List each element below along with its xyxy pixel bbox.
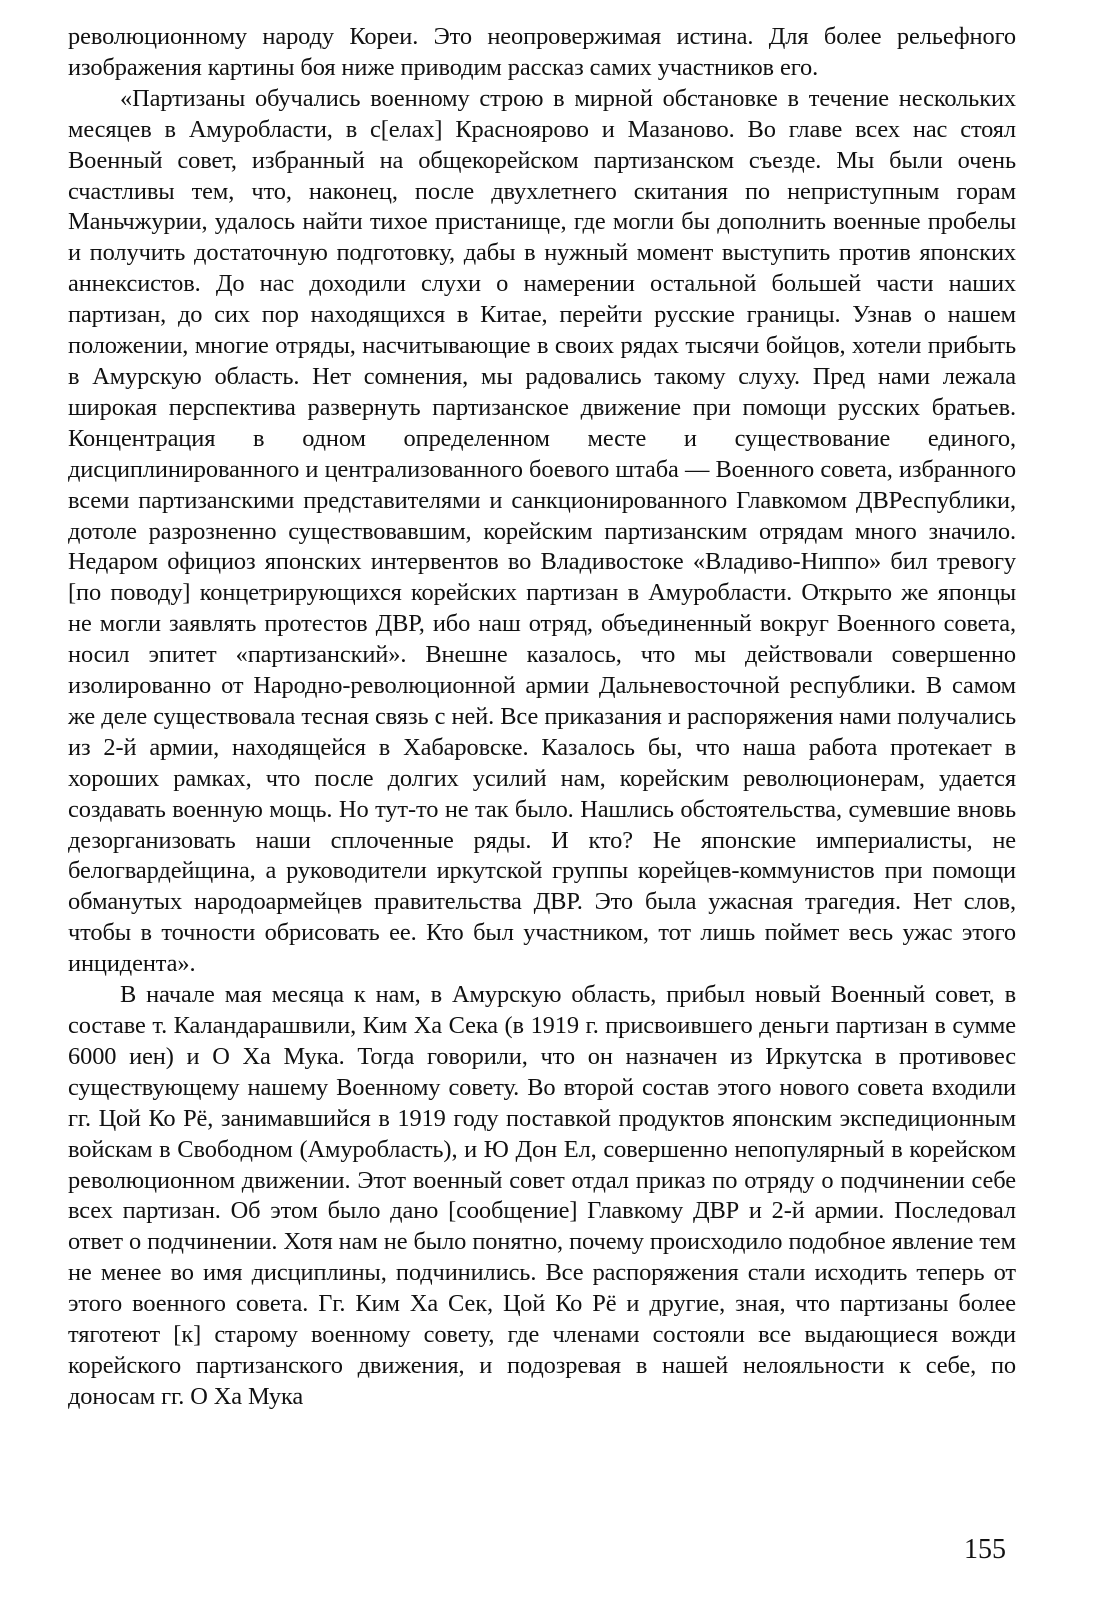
paragraph-2: «Партизаны обучались военному строю в мирной обстановке в течение нескольких месяцев в Амуробласти, в с[елах] Краснoярово и Мазаново. Во главе всех нас стоял Военный совет, избранный на общекорейском партизанском съезде. Мы были очень счастливы тем, что, наконец, после двухлетнего скитания по неприступным горам Маньчжурии, удалось найти тихое пристанище, где могли бы дополнить военные пробелы и получить достаточную подготовку, дабы в нужный момент выступить против японских аннексистов. До нас доходили слухи о намерении остальной большей части наших партизан, до сих пор находящихся в Китае, перейти русские границы. Узнав о нашем положении, многие отряды, насчитывающие в своих рядах тысячи бойцов, хотели прибыть в Амурскую область. Нет сомнения, мы радовались такому слуху. Пред нами лежала широкая перспектива развернуть партизанское движение при помощи русских братьев. Концентрация в одном определенном месте и существование единого, дисциплинированного и централизованного боевого штаба — Военного совета, избранного всеми партизанскими представителями и санкционированного Главкомом ДВРеспублики, дотоле разрозненно существовавшим, корейским партизанским отрядам много значило. Недаром официоз японских интервентов во Владивостоке «Владиво-Ниппо» бил тревогу [по поводу] концетрирующихся корейских партизан в Амуробласти. Открыто же японцы не могли заявлять протестов ДВР, ибо наш отряд, объединенный вокруг Военного совета, носил эпитет «партизанский». Внешне казалось, что мы действовали совершенно изолированно от Народно-революционной армии Дальневосточной республики. В самом же деле существовала тесная связь с ней. Все приказания и распоряжения нами получались из 2-й армии, находящейся в Хабаровске. Казалось бы, что наша работа протекает в хороших рамках, что после долгих усилий нам, корейским революционерам, удается создавать военную мощь. Но тут-то не так было. Нашлись обстоятельства, сумевшие вновь дезорганизовать наши сплоченные ряды. И кто? Не японские империалисты, не белогвардейщина, а руководители иркутской группы корейцев-коммунистов при помощи обманутых народоармейцев правительства ДВР. Это была ужасная трагедия. Нет слов, чтобы в точности обрисовать ее. Кто был участником, тот лишь поймет весь ужас этого инцидента». xyxy=(68,84,1016,978)
paragraph-3: В начале мая месяца к нам, в Амурскую область, прибыл новый Военный совет, в составе т. Каландарашвили, Ким Ха Сека (в 1919 г. присвоившего деньги партизан в сумме 6000 иен) и О Ха Мука. Тогда говорили, что он назначен из Иркутска в противовес существующему нашему Военному совету. Во второй состав этого нового совета входили гг. Цой Ко Рё, занимавшийся в 1919 году поставкой продуктов японским экспедиционным войскам в Свободном (Амуробласть), и Ю Дон Ел, совершенно непопулярный в корейском революционном движении. Этот военный совет отдал приказ по отряду о подчинении себе всех партизан. Об этом было дано [сообщение] Главкому ДВР и 2-й армии. Последовал ответ о подчинении. Хотя нам не было понятно, почему происходило подобное явление тем не менее во имя дисциплины, подчинились. Все распоряжения стали исходить теперь от этого военного совета. Гг. Ким Ха Сек, Цой Ко Рё и другие, зная, что партизаны более тяготеют [к] старому военному совету, где членами состояли все выдающиеся вожди корейского партизанского движения, и подозревая в нашей нелояльности к себе, по доносам гг. О Ха Мука xyxy=(68,981,1016,1410)
page-number: 155 xyxy=(964,1534,1006,1565)
paragraph-1: революционному народу Кореи. Это неопровержимая истина. Для более рельефного изображения картины боя ниже приводим рассказ самих участников его. xyxy=(68,23,1016,81)
body-text xyxy=(68,22,1016,1413)
